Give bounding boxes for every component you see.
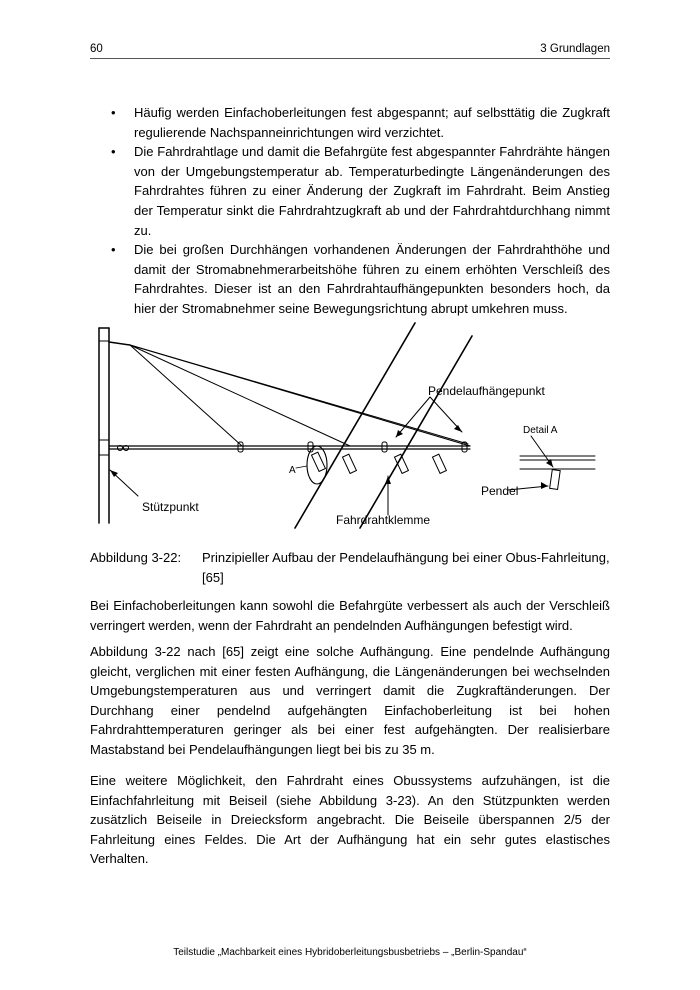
insulator xyxy=(382,442,387,452)
pendulum-hanger xyxy=(432,454,446,473)
bullet-item: • Die Fahrdrahtlage und damit die Befahrgüte fest abgespannter Fahrdrähte hängen von der Umgebungstemperatur ab. Temperaturbedingte Längenänderungen des Fahrdrahtes führen zu einer Änderung der Zugkraft im Fahrdraht. Beim Anstieg der Temperatur sinkt die Fahrdrahtzugkraft ab und der Fahrdrahtdurchhang nimmt zu. xyxy=(90,142,610,240)
body-paragraph: Abbildung 3-22 nach [65] zeigt eine solche Aufhängung. Eine pendelnde Aufhängung gleicht, verglichen mit einer festen Aufhängung, die Längenänderungen bei wechselnden Umgebungstemperaturen aus und verringert damit die Zugkraftänderungen. Der Durchhang einer pendelnd aufgehängten Einfachoberleitung ist bei hohen Fahrdrahttemperaturen geringer als bei einer fest aufgehängten. Der realisierbare Mastabstand bei Pendelaufhängungen liegt bei bis zu 35 m. xyxy=(90,644,610,757)
page-header xyxy=(90,40,610,59)
figure-drawing xyxy=(90,318,610,530)
arrowhead xyxy=(396,430,403,437)
pendulum-hanger xyxy=(342,454,356,473)
arrowhead xyxy=(454,425,462,432)
label-stuetzpunkt: Stützpunkt xyxy=(142,500,199,514)
bullet-list xyxy=(90,103,610,319)
pendulum-suspension-figure xyxy=(90,318,610,530)
page-number: 60 xyxy=(90,43,103,55)
caption-text: Prinzipieller Aufbau der Pendelaufhängung bei einer Obus-Fahrleitung, [65] xyxy=(202,550,610,585)
contact-wire xyxy=(360,336,472,528)
bullet-item: • Die bei großen Durchhängen vorhandenen Änderungen der Fahrdrahthöhe und damit der Stromabnehmerarbeitshöhe führen zu einem erhöhten Verschleiß des Fahrdrahtes. Dieser ist an den Fahrdrahtaufhängepunkten besonders hoch, da hier der Stromabnehmer seine Bewegungsrichtung abrupt umkehren muss. xyxy=(90,240,610,318)
span-wire xyxy=(130,345,242,446)
detail-a-pendel xyxy=(550,470,561,490)
arrowhead xyxy=(541,482,548,489)
label-pendelaufhaengepunkt: Pendelaufhängepunkt xyxy=(428,384,545,398)
label-pendel: Pendel xyxy=(481,484,519,498)
page-footer: Teilstudie „Machbarkeit eines Hybridoberleitungsbusbetriebs – „Berlin-Spandau“ xyxy=(173,947,527,958)
label-fahrdrahtklemme: Fahrdrahtklemme xyxy=(336,513,431,527)
chapter-title: 3 Grundlagen xyxy=(540,43,610,55)
body-paragraph: Bei Einfachoberleitungen kann sowohl die Befahrgüte verbessert als auch der Verschleiß verringert werden, wenn der Fahrdraht an pendelnden Aufhängungen befestigt wird. xyxy=(90,598,610,633)
bullet-item: • Häufig werden Einfachoberleitungen fest abgespannt; auf selbsttätig die Zugkraft regulierende Nachspanneinrichtungen wird verzichtet. xyxy=(90,103,610,142)
contact-wire xyxy=(295,323,415,528)
upper-bracket xyxy=(109,342,130,345)
pendulum-hanger xyxy=(311,452,325,471)
detail-a-leader xyxy=(296,466,307,468)
label-a-marker: A xyxy=(289,465,296,476)
caption-number: Abbildung 3-22: xyxy=(90,550,182,565)
label-detail-a: Detail A xyxy=(523,425,558,436)
body-paragraph: Eine weitere Möglichkeit, den Fahrdraht eines Obussystems aufzuhängen, ist die Einfachfahrleitung mit Beiseil (siehe Abbildung 3-23). An den Stützpunkten werden zusätzlich Beiseile in Dreiecksform angebracht. Die Beiseile überspannen 2/5 der Fahrleitung eines Feldes. Die Art der Aufhängung hat ein sehr gutes elastisches Verhalten. xyxy=(90,773,610,867)
span-wire xyxy=(130,345,350,446)
